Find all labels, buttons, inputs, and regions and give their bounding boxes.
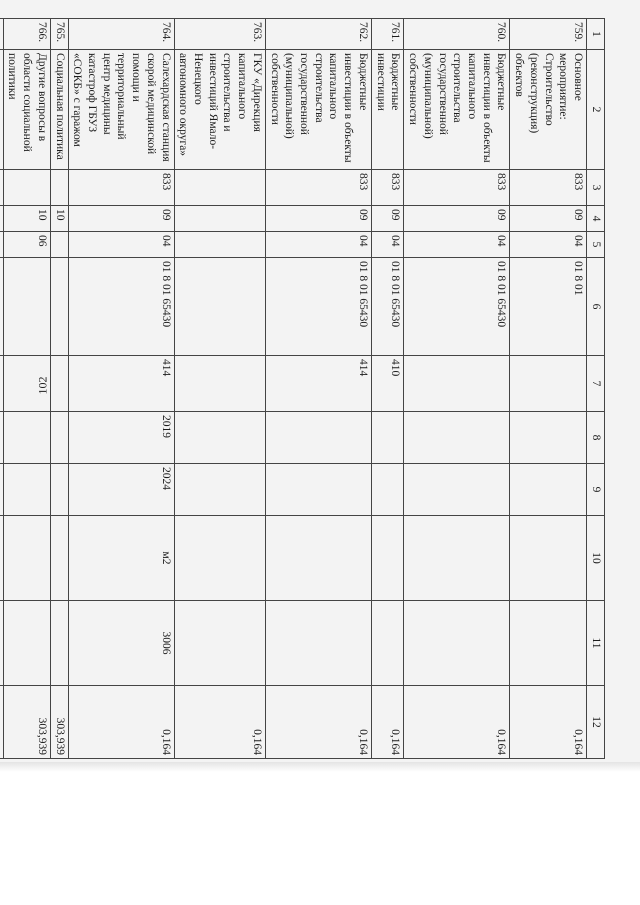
table-row (3, 19, 50, 759)
table-row (174, 19, 265, 759)
cell-unit (371, 516, 403, 601)
budget-table (0, 18, 605, 759)
row-name: Бюджетные инвестиции (371, 50, 403, 170)
row-name (0, 50, 3, 170)
cell-admin-code: 833 (371, 170, 403, 206)
cell-expense-type (404, 356, 510, 412)
cell-target-article (50, 258, 68, 356)
cell-amount: 303,939 (3, 686, 50, 759)
cell-capacity (3, 601, 50, 686)
table-row (0, 19, 3, 759)
row-name: ГКУ «Дирекция капитального строительства и инвестиций Ямало-Ненецкого автономного округа» (174, 50, 265, 170)
cell-expense-type (3, 356, 50, 412)
row-name: Социальная политика (50, 50, 68, 170)
row-number: 765. (50, 19, 68, 50)
cell-subsection (174, 232, 265, 258)
cell-end-year (265, 464, 371, 516)
cell-target-article: 01 8 01 65430 (68, 258, 174, 356)
row-name: Бюджетные инвестиции в объекты капитального строительства государственной (муниципальной) собственности (404, 50, 510, 170)
cell-amount: 0,164 (371, 686, 403, 759)
cell-subsection: 04 (68, 232, 174, 258)
cell-amount: 0,164 (265, 686, 371, 759)
row-number: 762. (265, 19, 371, 50)
cell-capacity (404, 601, 510, 686)
cell-target-article (174, 258, 265, 356)
column-header: 12 (587, 686, 605, 759)
cell-start-year (265, 412, 371, 464)
row-number: 764. (68, 19, 174, 50)
cell-end-year (404, 464, 510, 516)
cell-admin-code: 833 (510, 170, 587, 206)
cell-amount (0, 686, 3, 759)
cell-section (174, 206, 265, 232)
cell-target-article: 01 8 01 (510, 258, 587, 356)
column-numbers-row (587, 19, 605, 759)
cell-admin-code: 833 (404, 170, 510, 206)
cell-target-article (3, 258, 50, 356)
cell-capacity (0, 601, 3, 686)
cell-start-year (0, 412, 3, 464)
cell-admin-code: 833 (265, 170, 371, 206)
cell-expense-type: 410 (371, 356, 403, 412)
column-header: 10 (587, 516, 605, 601)
cell-expense-type (50, 356, 68, 412)
cell-capacity (265, 601, 371, 686)
cell-subsection (50, 232, 68, 258)
row-number: 766. (3, 19, 50, 50)
row-number: 763. (174, 19, 265, 50)
cell-amount: 0,164 (174, 686, 265, 759)
cell-subsection: 04 (265, 232, 371, 258)
cell-end-year (371, 464, 403, 516)
column-header: 5 (587, 232, 605, 258)
cell-end-year (3, 464, 50, 516)
cell-capacity: 3006 (68, 601, 174, 686)
row-number: 761. (371, 19, 403, 50)
cell-start-year (174, 412, 265, 464)
cell-start-year (50, 412, 68, 464)
cell-section: 09 (371, 206, 403, 232)
cell-expense-type (174, 356, 265, 412)
cell-admin-code (174, 170, 265, 206)
scan-edge (0, 762, 640, 772)
cell-start-year (510, 412, 587, 464)
cell-start-year: 2019 (68, 412, 174, 464)
row-name: Бюджетные инвестиции в объекты капитального строительства государственной (муниципальной) собственности (265, 50, 371, 170)
cell-subsection: 06 (3, 232, 50, 258)
row-number (0, 19, 3, 50)
cell-section: 10 (3, 206, 50, 232)
cell-unit: м2 (68, 516, 174, 601)
cell-expense-type: 414 (68, 356, 174, 412)
column-header: 7 (587, 356, 605, 412)
cell-target-article (0, 258, 3, 356)
cell-amount: 0,164 (68, 686, 174, 759)
table-row (50, 19, 68, 759)
table-row (68, 19, 174, 759)
cell-end-year (50, 464, 68, 516)
cell-subsection: 04 (371, 232, 403, 258)
cell-subsection (0, 232, 3, 258)
table-row (510, 19, 587, 759)
cell-section: 10 (50, 206, 68, 232)
cell-capacity (50, 601, 68, 686)
table-row (265, 19, 371, 759)
cell-section (0, 206, 3, 232)
cell-admin-code (3, 170, 50, 206)
cell-subsection: 04 (510, 232, 587, 258)
column-header: 8 (587, 412, 605, 464)
table-row (404, 19, 510, 759)
column-header: 11 (587, 601, 605, 686)
column-header: 6 (587, 258, 605, 356)
cell-unit (265, 516, 371, 601)
column-header: 2 (587, 50, 605, 170)
cell-end-year (174, 464, 265, 516)
cell-amount: 303,939 (50, 686, 68, 759)
cell-target-article: 01 8 01 65430 (265, 258, 371, 356)
cell-admin-code: 833 (68, 170, 174, 206)
cell-start-year (404, 412, 510, 464)
row-name: Салехардская станция скорой медицинской помощи и территориальный центр медицины катастроф ГБУЗ «СОКБ» с гаражом (68, 50, 174, 170)
column-header: 3 (587, 170, 605, 206)
cell-unit (174, 516, 265, 601)
cell-section: 09 (510, 206, 587, 232)
cell-amount: 0,164 (404, 686, 510, 759)
cell-target-article: 01 8 01 65430 (371, 258, 403, 356)
cell-target-article: 01 8 01 65430 (404, 258, 510, 356)
cell-unit (0, 516, 3, 601)
cell-expense-type: 414 (265, 356, 371, 412)
cell-unit (50, 516, 68, 601)
cell-capacity (174, 601, 265, 686)
column-header: 1 (587, 19, 605, 50)
cell-section: 09 (68, 206, 174, 232)
cell-capacity (510, 601, 587, 686)
cell-start-year (3, 412, 50, 464)
cell-end-year: 2024 (68, 464, 174, 516)
row-number: 760. (404, 19, 510, 50)
cell-start-year (371, 412, 403, 464)
cell-expense-type (0, 356, 3, 412)
row-number: 759. (510, 19, 587, 50)
cell-unit (404, 516, 510, 601)
cell-unit (510, 516, 587, 601)
cell-end-year (510, 464, 587, 516)
cell-admin-code (0, 170, 3, 206)
column-header: 4 (587, 206, 605, 232)
cell-section: 09 (404, 206, 510, 232)
cell-subsection: 04 (404, 232, 510, 258)
column-header: 9 (587, 464, 605, 516)
cell-end-year (0, 464, 3, 516)
cell-unit (3, 516, 50, 601)
row-name: Другие вопросы в области социальной политики (3, 50, 50, 170)
table-row (371, 19, 403, 759)
page-number: 102 (35, 376, 50, 395)
cell-capacity (371, 601, 403, 686)
cell-section: 09 (265, 206, 371, 232)
cell-expense-type (510, 356, 587, 412)
row-name: Основное мероприятие: Строительство (реконструкция) объектов (510, 50, 587, 170)
cell-amount: 0,164 (510, 686, 587, 759)
cell-admin-code (50, 170, 68, 206)
